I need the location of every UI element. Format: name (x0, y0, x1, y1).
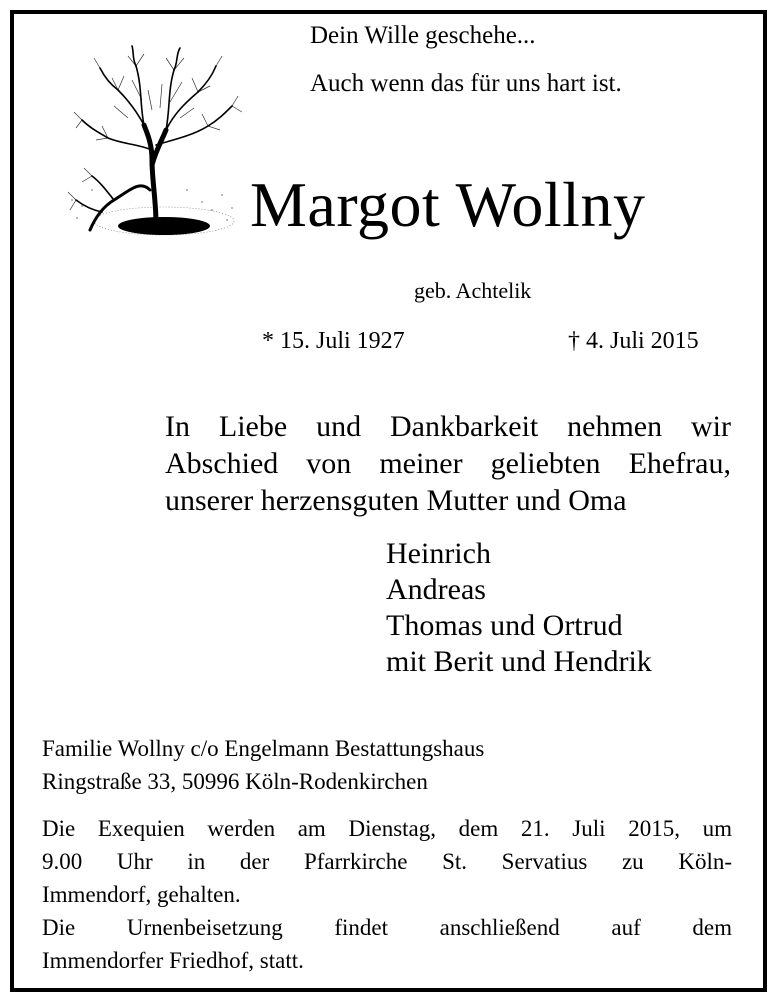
birth-date: * 15. Juli 1927 (262, 328, 405, 354)
quote-line-1: Dein Wille geschehe... (310, 22, 536, 49)
service-line-5: Immendorfer Friedhof, statt. (42, 948, 304, 973)
quote-line-2: Auch wenn das für uns hart ist. (310, 70, 622, 97)
mourner-name: Heinrich (386, 537, 491, 570)
maiden-name: geb. Achtelik (414, 278, 532, 303)
intro-line-1: In Liebe und Dankbarkeit nehmen wir (165, 410, 731, 443)
mourners-list (386, 536, 652, 680)
service-line-1: Die Exequien werden am Dienstag, dem 21. Juli 2015, um (42, 816, 732, 841)
mourner-name: mit Berit und Hendrik (386, 645, 652, 678)
contact-address (42, 732, 484, 798)
service-line-3: Immendorf, gehalten. (42, 882, 241, 907)
service-details (42, 812, 732, 977)
deceased-name: Margot Wollny (250, 169, 646, 240)
tree-icon (52, 40, 248, 250)
mourner-name: Andreas (386, 573, 486, 606)
death-date: † 4. Juli 2015 (568, 328, 699, 354)
contact-line-2: Ringstraße 33, 50996 Köln-Rodenkirchen (42, 769, 428, 794)
intro-line-2: Abschied von meiner geliebten Ehefrau, (165, 447, 731, 480)
contact-line-1: Familie Wollny c/o Engelmann Bestattungshaus (42, 736, 485, 761)
service-line-4: Die Urnenbeisetzung findet anschließend auf dem (42, 915, 732, 940)
intro-text (165, 408, 731, 519)
intro-line-3: unserer herzensguten Mutter und Oma (165, 484, 627, 517)
service-line-2: 9.00 Uhr in der Pfarrkirche St. Servatius zu Köln- (42, 849, 732, 874)
mourner-name: Thomas und Ortrud (386, 609, 623, 642)
